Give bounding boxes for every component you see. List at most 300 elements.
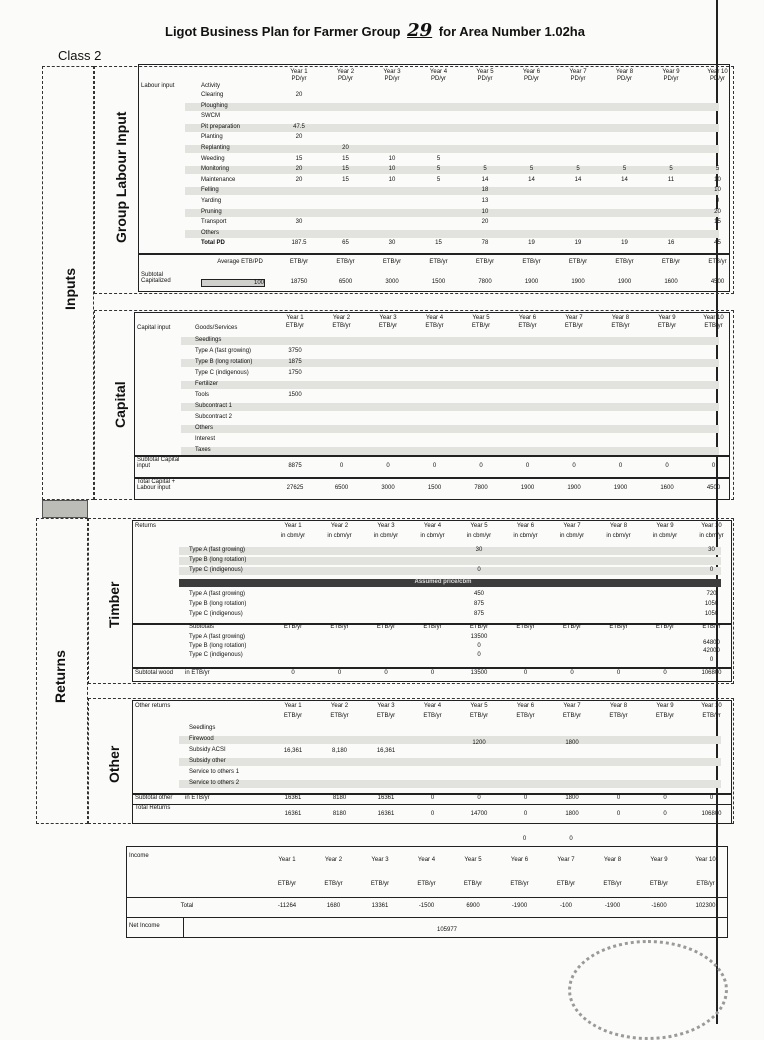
unit-header: ETB/yr <box>696 881 715 887</box>
capital-subtotal: 0 <box>711 463 716 469</box>
unit-header: ETB/yr <box>510 881 529 887</box>
subsidy-value: 16,361 <box>283 748 303 754</box>
etb-unit: ETB/yr <box>522 259 541 265</box>
returns-label: Returns <box>52 650 68 703</box>
etb-unit: ETB/yr <box>562 624 582 630</box>
labour-value: 15 <box>295 155 303 162</box>
etb-unit: ETB/yr <box>615 259 634 265</box>
subtotal-wood-value: 0 <box>384 670 388 676</box>
unit-header: ETB/yr <box>469 713 489 719</box>
activity-label: Felling <box>201 187 219 194</box>
timber-volume-item: Type C (indigenous) <box>189 567 243 573</box>
year-header: Year 1 <box>284 523 302 529</box>
etb-unit: ETB/yr <box>289 259 309 265</box>
labour-value: 19 <box>574 240 582 247</box>
labour-value: 5 <box>622 166 627 173</box>
labour-value: 15 <box>342 155 349 162</box>
handwritten-group-number: 29 <box>407 20 433 41</box>
unit-header: in cbm/yr <box>606 533 631 539</box>
year-header: Year 8 <box>603 857 622 863</box>
net-income-label: Net Income <box>129 923 160 929</box>
volume-value: 30 <box>708 547 715 553</box>
labour-value: 5 <box>483 166 487 173</box>
total-returns-value: 106800 <box>701 811 722 817</box>
unit-header: ETB/yr <box>603 881 622 887</box>
table-rule <box>133 667 731 669</box>
year-header: Year 3 <box>377 703 395 709</box>
timber-subtotal-y10: 42000 <box>703 648 720 654</box>
labour-subtotal: 18750 <box>290 279 308 285</box>
goods-col-label: Goods/Services <box>195 325 238 331</box>
labour-subtotal: 6500 <box>338 279 353 285</box>
avg-value: 100 <box>201 279 265 287</box>
income-total-value: -1600 <box>651 903 667 909</box>
table-rule <box>127 917 727 918</box>
labour-value: 20 <box>481 219 489 226</box>
year-header: Year 10 <box>695 857 716 863</box>
title-text: Ligot Business Plan for Farmer Group <box>165 24 401 39</box>
timber-subtotal-value: 0 <box>477 643 481 649</box>
income-total-value: -11264 <box>277 903 297 909</box>
table-rule <box>139 253 729 255</box>
income-total-value: 13361 <box>371 903 389 909</box>
capital-table <box>134 312 730 500</box>
year-header: Year 5 <box>472 315 490 321</box>
labour-value: 18 <box>481 187 489 194</box>
capital-value: 3750 <box>288 348 302 354</box>
subtotals-label: Subtotals <box>189 624 215 630</box>
income-label: Income <box>129 853 149 859</box>
year-header: Year 3 <box>383 69 401 75</box>
total-input-value: 1900 <box>520 485 535 491</box>
labour-subtotal: 1900 <box>571 279 585 285</box>
capital-subtotal: 0 <box>386 463 390 469</box>
total-returns-value: 1800 <box>565 811 579 817</box>
year-header: Year 10 <box>701 703 722 709</box>
total-input-value: 1500 <box>427 485 442 491</box>
price-value: 450 <box>473 591 484 597</box>
total-input-value: 1600 <box>660 485 674 491</box>
year-header: Year 4 <box>417 857 436 863</box>
labour-table <box>138 64 730 292</box>
timber-subtotal-item: Type B (long rotation) <box>189 643 247 649</box>
activity-label: Maintenance <box>201 176 236 183</box>
title-area-text: for Area Number 1.02ha <box>438 24 585 39</box>
etb-unit: ETB/yr <box>708 259 727 265</box>
firewood-value: 1800 <box>565 740 579 746</box>
year-header: Year 1 <box>278 857 296 863</box>
labour-subtotal: 3000 <box>385 279 399 285</box>
capital-item: Type A (fast growing) <box>195 348 252 354</box>
unit-header: PD/yr <box>291 76 307 82</box>
unit-header: ETB/yr <box>655 713 675 719</box>
year-header: Year 7 <box>569 69 587 75</box>
unit-header: PD/yr <box>524 76 539 82</box>
activity-col-label: Activity <box>201 83 221 89</box>
timber-side-label: Timber <box>106 581 122 628</box>
labour-value: 20 <box>714 208 721 215</box>
capital-subtotal: 8875 <box>288 463 302 469</box>
price-header: Assumed price/cbm <box>414 579 472 585</box>
year-header: Year 9 <box>656 703 674 709</box>
income-total-value: -1900 <box>511 903 528 909</box>
unit-header: ETB/yr <box>425 323 444 329</box>
etb-unit: ETB/yr <box>376 624 396 630</box>
income-total-value: -1900 <box>604 903 621 909</box>
etb-unit: ETB/yr <box>702 624 721 630</box>
unit-header: ETB/yr <box>609 713 628 719</box>
year-header: Year 4 <box>425 315 444 321</box>
year-header: Year 2 <box>330 523 349 529</box>
unit-header: in cbm/yr <box>513 533 538 539</box>
etb-unit: ETB/yr <box>516 624 535 630</box>
labour-subtotal: 7800 <box>478 279 492 285</box>
labour-value: 14 <box>528 176 535 183</box>
unit-header: in cbm/yr <box>559 533 585 539</box>
labour-value: 30 <box>295 219 303 226</box>
labour-value: 45 <box>714 240 721 247</box>
year-header: Year 9 <box>656 523 674 529</box>
activity-label: Replanting <box>201 145 230 151</box>
labour-value: 5 <box>669 166 673 173</box>
unit-header: ETB/yr <box>562 713 582 719</box>
total-input-value: 27625 <box>286 485 304 491</box>
year-header: Year 7 <box>557 857 575 863</box>
etb-unit: ETB/yr <box>609 624 628 630</box>
capital-subtotal: 0 <box>525 463 530 469</box>
year-header: Year 6 <box>510 857 529 863</box>
labour-value: 14 <box>621 176 628 183</box>
labour-value: 30 <box>388 240 396 247</box>
unit-header: ETB/yr <box>471 323 491 329</box>
capital-item: Tools <box>195 392 210 398</box>
income-total-value: 102300 <box>695 903 716 909</box>
activity-label: Monitoring <box>201 166 230 173</box>
below-value: 0 <box>522 836 527 842</box>
other-subtotal-value: 0 <box>616 795 621 801</box>
year-header: Year 3 <box>379 315 397 321</box>
other-subtotal-value: 0 <box>709 795 714 801</box>
activity-label: Transport <box>201 219 227 226</box>
unit-header: ETB/yr <box>370 881 390 887</box>
total-input-value: 6500 <box>334 485 349 491</box>
labour-value: 15 <box>435 240 442 247</box>
total-input-value: 7800 <box>474 485 488 491</box>
etb-unit: ETB/yr <box>429 259 448 265</box>
subtotal-wood-value: 13500 <box>470 670 488 676</box>
unit-header: ETB/yr <box>611 323 630 329</box>
timber-price-item: Type C (indigenous) <box>189 611 243 617</box>
year-header: Year 5 <box>470 523 488 529</box>
year-header: Year 7 <box>563 523 581 529</box>
subtotal-wood-value: 106800 <box>701 670 722 676</box>
year-header: Year 4 <box>423 523 442 529</box>
year-header: Year 8 <box>611 315 630 321</box>
volume-value: 0 <box>709 567 714 573</box>
unit-header: ETB/yr <box>277 881 297 887</box>
year-header: Year 2 <box>330 703 349 709</box>
activity-label: Planting <box>201 134 223 141</box>
other-item: Subsidy other <box>189 758 226 764</box>
year-header: Year 5 <box>464 857 482 863</box>
subtotal-wood-value: 0 <box>430 670 435 676</box>
capital-value: 1875 <box>288 359 302 365</box>
year-header: Year 1 <box>286 315 304 321</box>
unit-header: ETB/yr <box>423 713 442 719</box>
year-header: Year 6 <box>518 315 537 321</box>
timber-subtotal-value: 0 <box>477 652 481 658</box>
subtotal-wood-value: 0 <box>616 670 621 676</box>
unit-header: in cbm/yr <box>699 533 724 539</box>
labour-value: 5 <box>529 166 534 173</box>
labour-value: 20 <box>295 176 303 183</box>
capital-item: Fertilizer <box>195 381 219 387</box>
year-header: Year 10 <box>707 69 728 75</box>
income-table <box>126 846 728 938</box>
other-subtotal-value: 0 <box>477 795 481 801</box>
other-subtotal-value: 1800 <box>565 795 579 801</box>
activity-label: SWCM <box>201 113 220 120</box>
net-income-value: 105977 <box>436 927 458 933</box>
timber-volume-item: Type B (long rotation) <box>189 557 247 563</box>
unit-header: ETB/yr <box>702 713 721 719</box>
labour-value: 10 <box>714 176 721 183</box>
other-returns-table <box>132 700 732 824</box>
capital-subtotal: 0 <box>432 463 437 469</box>
capital-item: Interest <box>195 436 216 442</box>
capital-value: 1750 <box>288 370 302 376</box>
labour-value: 13 <box>481 198 489 204</box>
subtotal-wood-value: 0 <box>337 670 342 676</box>
other-subtotal-label: Subtotal other <box>135 795 173 801</box>
year-header: Year 10 <box>701 523 722 529</box>
labour-value: 5 <box>436 176 441 183</box>
activity-label: Others <box>201 229 220 236</box>
unit-header: ETB/yr <box>376 713 396 719</box>
firewood-value: 1200 <box>472 740 486 746</box>
subtotal-wood-unit: in ETB/yr <box>185 670 210 676</box>
other-item: Service to others 1 <box>189 769 240 775</box>
unit-header: ETB/yr <box>417 881 436 887</box>
capital-item: Others <box>195 425 214 431</box>
year-header: Year 10 <box>703 315 724 321</box>
year-header: Year 9 <box>650 857 668 863</box>
activity-label: Weeding <box>201 155 225 162</box>
total-returns-value: 0 <box>663 811 667 817</box>
page-title <box>165 20 585 41</box>
unit-header: ETB/yr <box>332 323 351 329</box>
capital-item: Subcontract 2 <box>195 414 233 420</box>
year-header: Year 7 <box>565 315 583 321</box>
labour-value: 65 <box>342 240 349 247</box>
year-header: Year 6 <box>516 703 535 709</box>
timber-subtotal-item: Type A (fast growing) <box>189 634 246 640</box>
other-subtotal-value: 0 <box>523 795 528 801</box>
year-header: Year 5 <box>470 703 488 709</box>
labour-value: 10 <box>388 166 396 173</box>
unit-header: ETB/yr <box>518 323 537 329</box>
labour-value: 11 <box>667 176 675 183</box>
returns-col-label: Returns <box>135 523 157 529</box>
grey-marker <box>42 500 88 518</box>
capital-value: 1500 <box>288 392 302 398</box>
labour-subtotal: 1600 <box>664 279 678 285</box>
labour-value: 16 <box>667 240 675 247</box>
subtotal-wood-value: 0 <box>291 670 295 676</box>
etb-unit: ETB/yr <box>655 624 675 630</box>
other-side-label: Other <box>106 745 122 783</box>
labour-subtotal: 1900 <box>524 279 539 285</box>
total-returns-value: 16361 <box>284 811 302 817</box>
unit-header: in cbm/yr <box>373 533 399 539</box>
labour-value: 20 <box>295 166 303 173</box>
total-returns-label: Total Returns <box>135 805 171 811</box>
labour-side-label: Group Labour Input <box>113 111 129 243</box>
labour-value: 19 <box>528 240 535 247</box>
labour-value: 0 <box>715 198 720 204</box>
year-header: Year 4 <box>423 703 442 709</box>
below-value: 0 <box>569 836 573 842</box>
capital-col-label: Capital input <box>137 325 171 331</box>
timber-subtotal-y10: 0 <box>709 656 714 663</box>
labour-value: 10 <box>714 187 721 194</box>
etb-unit: ETB/yr <box>330 624 349 630</box>
labour-value: 19 <box>621 240 628 247</box>
year-header: Year 8 <box>615 69 634 75</box>
capital-side-label: Capital <box>112 381 128 428</box>
other-subtotal-value: 0 <box>663 795 667 801</box>
year-header: Year 1 <box>290 69 308 75</box>
total-input-value: 3000 <box>381 485 395 491</box>
inputs-label: Inputs <box>62 268 78 310</box>
total-input-value: 1900 <box>567 485 581 491</box>
labour-value: 14 <box>574 176 582 183</box>
other-subtotal-value: 8180 <box>332 795 347 801</box>
year-header: Year 7 <box>563 703 581 709</box>
unit-header: in cbm/yr <box>420 533 445 539</box>
etb-unit: ETB/yr <box>568 259 588 265</box>
other-item: Subsidy ACSI <box>189 747 226 753</box>
subtotal-wood-label: Subtotal wood <box>135 670 174 676</box>
year-header: Year 3 <box>377 523 395 529</box>
year-header: Year 6 <box>522 69 541 75</box>
other-subtotal-value: 16361 <box>284 795 302 801</box>
labour-value: 14 <box>481 176 489 183</box>
avg-label: Average ETB/PD <box>217 259 263 265</box>
total-returns-value: 8180 <box>332 811 347 817</box>
labour-value: 20 <box>295 134 303 141</box>
total-returns-value: 16361 <box>377 811 395 817</box>
capital-subtotal-label: Subtotal Capital input <box>137 457 180 469</box>
activity-label: Ploughing <box>201 102 228 109</box>
labour-subtotal: 1900 <box>617 279 632 285</box>
etb-unit: ETB/yr <box>661 259 681 265</box>
activity-label: Pit preparation <box>201 123 241 130</box>
year-header: Year 5 <box>476 69 494 75</box>
unit-header: ETB/yr <box>463 881 483 887</box>
class-label: Class 2 <box>58 48 102 63</box>
etb-unit: ETB/yr <box>423 624 442 630</box>
unit-header: ETB/yr <box>657 323 677 329</box>
unit-header: ETB/yr <box>556 881 576 887</box>
timber-table <box>132 520 732 682</box>
etb-unit: ETB/yr <box>469 624 489 630</box>
activity-label: Clearing <box>201 92 224 98</box>
etb-unit: ETB/yr <box>336 259 355 265</box>
etb-unit: ETB/yr <box>382 259 402 265</box>
table-rule <box>127 897 727 898</box>
total-returns-value: 0 <box>430 811 435 817</box>
net-income-divider <box>183 917 184 937</box>
year-header: Year 9 <box>662 69 680 75</box>
capital-item: Taxes <box>195 447 211 453</box>
unit-header: PD/yr <box>710 76 725 82</box>
etb-unit: ETB/yr <box>283 624 303 630</box>
other-item: Service to others 2 <box>189 780 240 786</box>
volume-value: 0 <box>477 567 481 573</box>
subtotal-wood-value: 0 <box>523 670 528 676</box>
capital-item: Subcontract 1 <box>195 403 233 409</box>
labour-subtotal: 1500 <box>431 279 446 285</box>
labour-col-label: Labour input <box>141 83 175 89</box>
income-total-value: -100 <box>559 903 572 909</box>
labour-value: 15 <box>342 176 349 183</box>
other-subtotal-value: 0 <box>430 795 435 801</box>
volume-value: 30 <box>475 547 483 553</box>
unit-header: in cbm/yr <box>280 533 306 539</box>
labour-value: 5 <box>715 166 720 173</box>
unit-header: ETB/yr <box>704 323 723 329</box>
timber-subtotal-y10: 64800 <box>703 639 720 646</box>
year-header: Year 2 <box>324 857 343 863</box>
unit-header: PD/yr <box>431 76 446 82</box>
activity-label: Yarding <box>201 198 222 204</box>
income-total-value: 6900 <box>466 903 480 909</box>
year-header: Year 2 <box>332 315 351 321</box>
total-input-label: Total Capital + Labour input <box>137 479 176 491</box>
price-value: 1050 <box>704 601 719 607</box>
etb-unit: ETB/yr <box>475 259 495 265</box>
other-item: Firewood <box>189 736 214 742</box>
other-subtotal-unit: in ETB/yr <box>185 795 210 801</box>
subtotal-wood-value: 0 <box>663 670 667 676</box>
unit-header: ETB/yr <box>285 323 305 329</box>
table-rule <box>133 804 731 805</box>
unit-header: ETB/yr <box>516 713 535 719</box>
labour-value: 78 <box>481 240 489 247</box>
unit-header: PD/yr <box>338 76 353 82</box>
labour-value: 15 <box>342 166 349 173</box>
unit-header: PD/yr <box>477 76 493 82</box>
income-total-value: 1680 <box>326 903 341 909</box>
total-input-value: 4500 <box>706 485 721 491</box>
labour-value: 20 <box>342 145 349 151</box>
year-header: Year 8 <box>609 703 628 709</box>
income-total-label: Total <box>180 903 194 909</box>
unit-header: ETB/yr <box>649 881 669 887</box>
activity-label: Total PD <box>201 240 225 247</box>
year-header: Year 1 <box>284 703 302 709</box>
unit-header: PD/yr <box>570 76 586 82</box>
unit-header: in cbm/yr <box>466 533 492 539</box>
unit-header: ETB/yr <box>283 713 303 719</box>
unit-header: ETB/yr <box>330 713 349 719</box>
labour-value: 5 <box>436 155 441 162</box>
other-item: Seedlings <box>189 725 216 731</box>
year-header: Year 8 <box>609 523 628 529</box>
year-header: Year 2 <box>336 69 355 75</box>
total-returns-value: 14700 <box>470 811 488 817</box>
